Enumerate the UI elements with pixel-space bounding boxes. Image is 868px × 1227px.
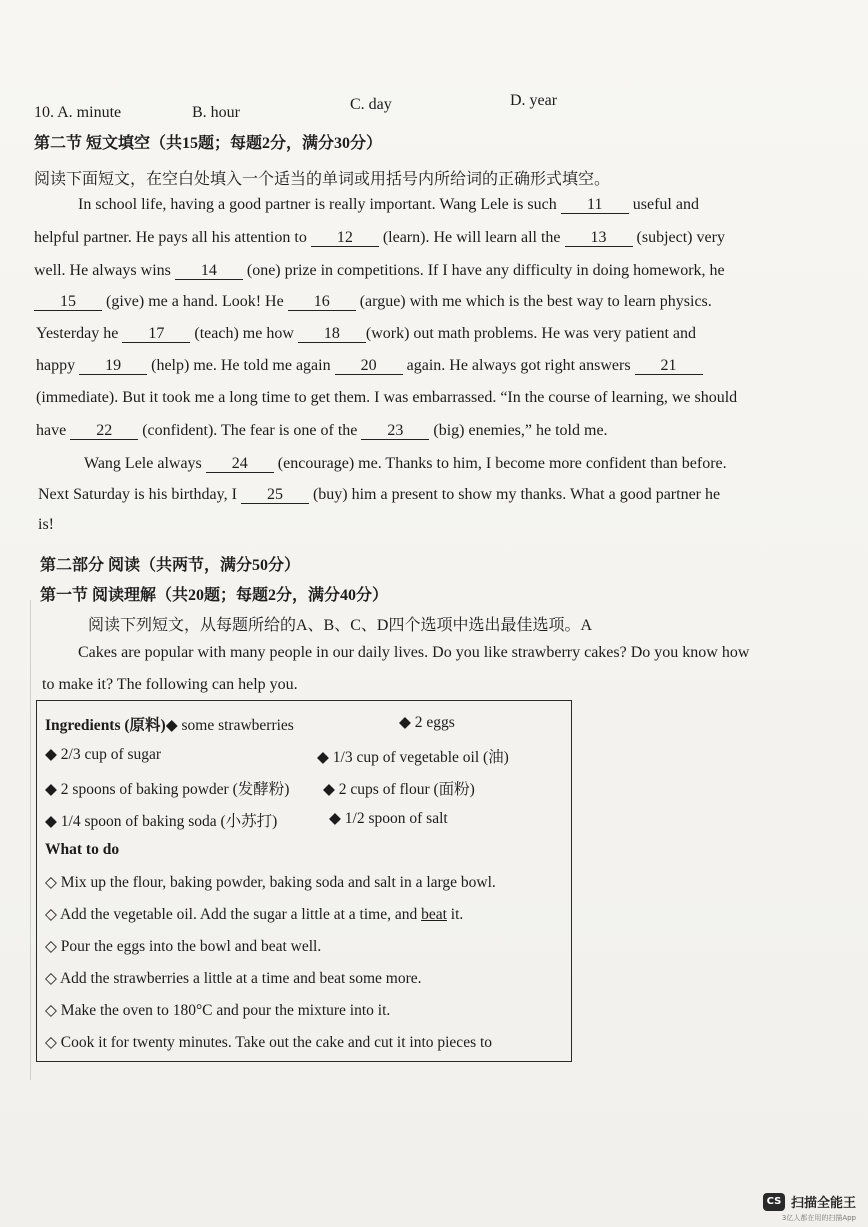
- passage-line: Yesterday he 17 (teach) me how 18 (work) out math problems. He was very patient and: [36, 325, 697, 342]
- section-heading-cloze: 第二节 短文填空（共15题；每题2分，满分30分）: [34, 135, 383, 152]
- blank-22: 22: [70, 423, 138, 440]
- ingredient-item: some strawberries: [181, 717, 294, 734]
- margin-rule: [30, 600, 31, 1080]
- ingredient-item: ◆ 2 spoons of baking powder (发酵粉): [45, 777, 289, 799]
- blank-23: 23: [361, 423, 429, 440]
- passage-line: (immediate). But it took me a long time to get them. I was embarrassed. “In the course of learning, we should: [36, 389, 738, 406]
- ingredient-item: ◆ 2 eggs: [399, 713, 455, 732]
- passage-line: happy 19 (help) me. He told me again 20 again. He always got right answers 21: [36, 357, 703, 375]
- blank-16: 16: [288, 294, 356, 311]
- watermark-text: 扫描全能王: [790, 1196, 856, 1211]
- passage-line: In school life, having a good partner is really important. Wang Lele is such 11 useful and: [78, 196, 699, 213]
- ingredients-row: Ingredients (原料)◆ some strawberries: [45, 717, 294, 734]
- ingredient-item: ◆ 2 cups of flour (面粉): [323, 777, 475, 799]
- q10-option-c: C. day: [350, 96, 392, 113]
- step-item: ◇ Add the vegetable oil. Add the sugar a little at a time, and beat it.: [45, 905, 463, 924]
- passage-line: helpful partner. He pays all his attention to 12 (learn). He will learn all the 13 (subject) very: [34, 229, 725, 246]
- part-heading-reading: 第二部分 阅读（共两节，满分50分）: [40, 557, 301, 574]
- q10-option-a: 10. A. minute: [34, 104, 122, 121]
- recipe-box: [36, 700, 572, 1062]
- passage-line: Wang Lele always 24 (encourage) me. Thanks to him, I become more confident than before.: [84, 455, 727, 472]
- blank-18: 18: [298, 326, 366, 343]
- step-item: ◇ Add the strawberries a little at a time and beat some more.: [45, 969, 422, 988]
- blank-14: 14: [175, 263, 243, 280]
- reading-intro-line: to make it? The following can help you.: [42, 676, 298, 693]
- q10-option-d: D. year: [510, 92, 558, 109]
- step-item: ◇ Make the oven to 180°C and pour the mixture into it.: [45, 1001, 390, 1020]
- scanner-watermark: [763, 1192, 856, 1211]
- blank-17: 17: [122, 326, 190, 343]
- blank-11: 11: [561, 197, 629, 214]
- ingredient-item: ◆ 1/3 cup of vegetable oil (油): [317, 745, 509, 767]
- blank-12: 12: [311, 230, 379, 247]
- blank-15: 15: [34, 294, 102, 311]
- watermark-subtext: 3亿人都在用的扫描App: [781, 1214, 856, 1222]
- ingredient-item: ◆ 2/3 cup of sugar: [45, 745, 161, 764]
- section-heading-comprehension: 第一节 阅读理解（共20题；每题2分，满分40分）: [40, 587, 389, 604]
- ingredient-item: ◆ 1/2 spoon of salt: [329, 809, 448, 828]
- reading-instruction: 阅读下列短文，从每题所给的A、B、C、D四个选项中选出最佳选项。A: [88, 617, 593, 634]
- blank-19: 19: [79, 358, 147, 375]
- blank-25: 25: [241, 487, 309, 504]
- step-item: ◇ Cook it for twenty minutes. Take out the cake and cut it into pieces to: [45, 1033, 492, 1052]
- steps-heading: What to do: [45, 841, 120, 858]
- blank-21: 21: [635, 358, 703, 375]
- q10-option-b: B. hour: [192, 104, 240, 121]
- cloze-instruction: 阅读下面短文，在空白处填入一个适当的单词或用括号内所给词的正确形式填空。: [34, 171, 611, 188]
- reading-intro-line: Cakes are popular with many people in our daily lives. Do you like strawberry cakes? Do you know how: [78, 644, 750, 661]
- passage-line: Next Saturday is his birthday, I 25 (buy) him a present to show my thanks. What a good partner he: [38, 486, 721, 503]
- passage-line: have 22 (confident). The fear is one of the 23 (big) enemies,” he told me.: [36, 422, 608, 439]
- blank-24: 24: [206, 456, 274, 473]
- blank-13: 13: [565, 230, 633, 247]
- ingredient-item: ◆ 1/4 spoon of baking soda (小苏打): [45, 809, 277, 831]
- passage-line: 15 (give) me a hand. Look! He 16 (argue) with me which is the best way to learn physics.: [34, 293, 712, 311]
- passage-line: well. He always wins 14 (one) prize in competitions. If I have any difficulty in doing homework, he: [34, 262, 725, 279]
- step-item: ◇ Mix up the flour, baking powder, baking soda and salt in a large bowl.: [45, 873, 496, 892]
- blank-20: 20: [335, 358, 403, 375]
- passage-line: is!: [38, 516, 54, 533]
- cs-logo-icon: CS: [763, 1193, 785, 1211]
- step-item: ◇ Pour the eggs into the bowl and beat well.: [45, 937, 321, 956]
